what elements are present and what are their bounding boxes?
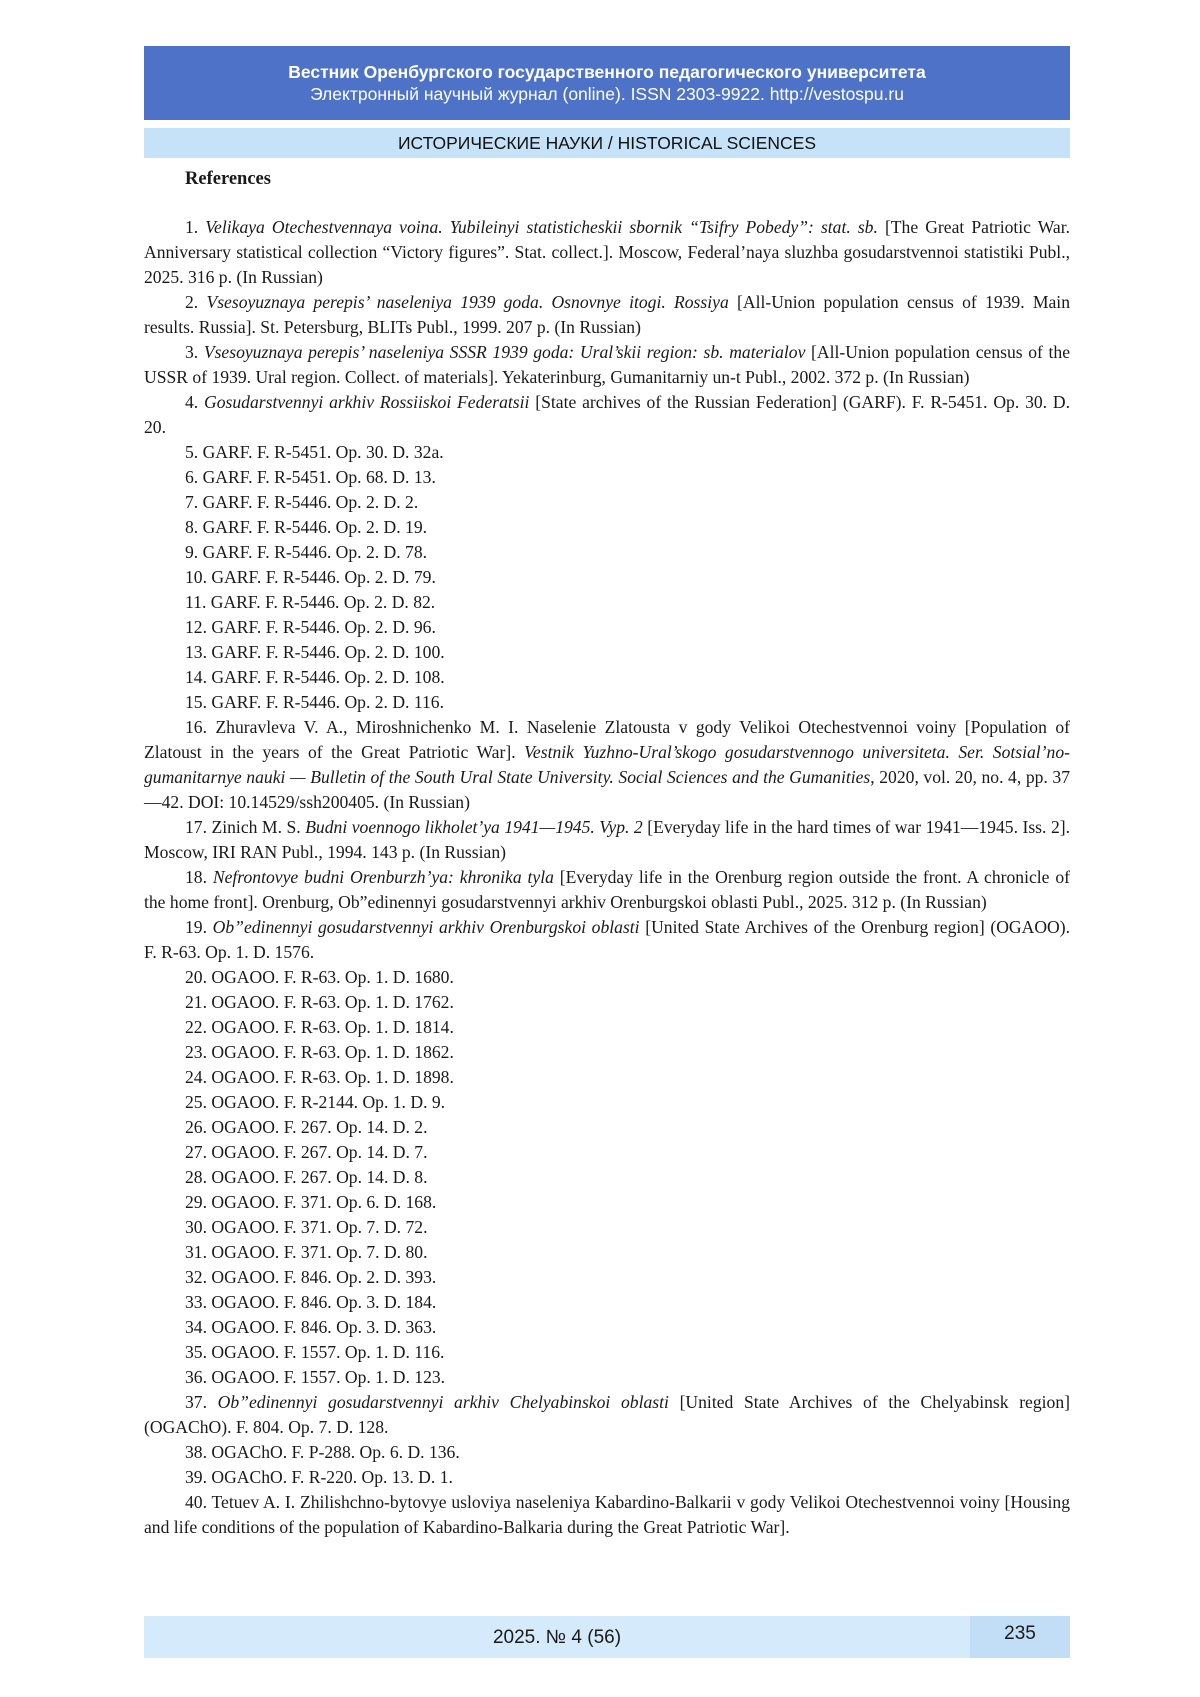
reference-title: Ob”edinennyi gosudarstvennyi arkhiv Orenburgskoi oblasti: [212, 917, 640, 937]
reference-text: GARF. F. R-5446. Op. 2. D. 82.: [210, 592, 436, 612]
reference-text: GARF. F. R-5446. Op. 2. D. 2.: [202, 492, 419, 512]
reference-number: 31.: [185, 1242, 212, 1262]
reference-number: 39.: [185, 1467, 212, 1487]
reference-text: OGAOO. F. 371. Op. 6. D. 168.: [211, 1192, 437, 1212]
reference-text: OGAOO. F. 846. Op. 2. D. 393.: [211, 1267, 437, 1287]
reference-item: [144, 1365, 1070, 1390]
reference-text: OGAOO. F. 267. Op. 14. D. 8.: [211, 1167, 428, 1187]
reference-title: Velikaya Otechestvennaya voina. Yubileinyi statisticheskii sbornik “Tsifry Pobedy”: stat. sb.: [205, 217, 878, 237]
reference-text: GARF. F. R-5446. Op. 2. D. 78.: [202, 542, 428, 562]
journal-header: [144, 46, 1070, 120]
reference-item: [144, 965, 1070, 990]
reference-item: [144, 665, 1070, 690]
reference-text: [United State Archives of the Orenburg region] (OGAOO). F. R-63. Op. 1. D. 1576.: [144, 917, 1071, 962]
reference-text: OGAOO. F. 267. Op. 14. D. 7.: [211, 1142, 428, 1162]
reference-item: [144, 540, 1070, 565]
reference-item: [144, 1015, 1070, 1040]
reference-number: 2.: [185, 292, 207, 312]
reference-item: [144, 465, 1070, 490]
reference-number: 9.: [185, 542, 203, 562]
reference-item: [144, 515, 1070, 540]
reference-item: [144, 1465, 1070, 1490]
reference-number: 40.: [185, 1492, 212, 1512]
reference-number: 11.: [185, 592, 211, 612]
reference-text: OGAChO. F. R-220. Op. 13. D. 1.: [211, 1467, 453, 1487]
reference-number: 28.: [185, 1167, 212, 1187]
reference-item: [144, 1265, 1070, 1290]
reference-item: [144, 390, 1070, 440]
reference-text: , 2020, vol. 20, no. 4, pp. 37—42. DOI: 10.14529/ssh200405. (In Russian): [144, 767, 1071, 812]
reference-number: 5.: [185, 442, 203, 462]
reference-text: OGAOO. F. R-63. Op. 1. D. 1680.: [211, 967, 454, 987]
reference-number: 19.: [185, 917, 213, 937]
reference-number: 8.: [185, 517, 203, 537]
reference-number: 33.: [185, 1292, 212, 1312]
reference-number: 37.: [185, 1392, 218, 1412]
reference-text: GARF. F. R-5451. Op. 30. D. 32a.: [202, 442, 444, 462]
reference-item: [144, 615, 1070, 640]
reference-number: 12.: [185, 617, 212, 637]
journal-title: Вестник Оренбургского государственного педагогического университета: [288, 62, 926, 82]
reference-item: [144, 1240, 1070, 1265]
reference-number: 29.: [185, 1192, 212, 1212]
reference-number: 13.: [185, 642, 212, 662]
reference-text: [All-Union population census of the USSR of 1939. Ural region. Collect. of materials]. Yekaterinburg, Gumanitarniy un-t Publ., 2002. 372 p. (In Russian): [144, 342, 1071, 387]
reference-text: GARF. F. R-5446. Op. 2. D. 19.: [202, 517, 428, 537]
reference-text: OGAOO. F. R-63. Op. 1. D. 1762.: [211, 992, 454, 1012]
reference-text: [All-Union population census of 1939. Main results. Russia]. St. Petersburg, BLITs Publ., 1999. 207 p. (In Russian): [144, 292, 1070, 337]
reference-number: 24.: [185, 1067, 212, 1087]
reference-item: [144, 1115, 1070, 1140]
reference-text: OGAOO. F. 846. Op. 3. D. 363.: [211, 1317, 437, 1337]
reference-text: OGAOO. F. R-2144. Op. 1. D. 9.: [211, 1092, 446, 1112]
reference-text: OGAOO. F. 1557. Op. 1. D. 123.: [211, 1367, 446, 1387]
reference-number: 22.: [185, 1017, 212, 1037]
reference-text: GARF. F. R-5446. Op. 2. D. 108.: [211, 667, 445, 687]
section-bar: ИСТОРИЧЕСКИЕ НАУКИ / HISTORICAL SCIENCES: [144, 128, 1070, 158]
reference-number: 27.: [185, 1142, 212, 1162]
reference-text: OGAOO. F. 371. Op. 7. D. 72.: [211, 1217, 428, 1237]
reference-text: OGAOO. F. R-63. Op. 1. D. 1898.: [211, 1067, 454, 1087]
reference-number: 38.: [185, 1442, 212, 1462]
reference-item: [144, 715, 1070, 815]
reference-item: [144, 1290, 1070, 1315]
reference-number: 1.: [185, 217, 206, 237]
reference-text: GARF. F. R-5446. Op. 2. D. 79.: [211, 567, 436, 587]
reference-item: [144, 1090, 1070, 1115]
reference-number: 14.: [185, 667, 212, 687]
reference-text: [State archives of the Russian Federation] (GARF). F. R-5451. Op. 30. D. 20.: [144, 392, 1071, 437]
reference-item: [144, 815, 1070, 865]
reference-number: 6.: [185, 467, 203, 487]
reference-text: GARF. F. R-5446. Op. 2. D. 100.: [211, 642, 445, 662]
reference-number: 30.: [185, 1217, 212, 1237]
reference-text: OGAOO. F. 846. Op. 3. D. 184.: [211, 1292, 437, 1312]
reference-number: 16.: [185, 717, 216, 737]
references-heading: References: [185, 169, 271, 189]
reference-item: [144, 1490, 1070, 1540]
reference-item: [144, 290, 1070, 340]
reference-item: [144, 1065, 1070, 1090]
reference-number: 7.: [185, 492, 203, 512]
reference-text: [The Great Patriotic War. Anniversary statistical collection “Victory figures”. Stat. collect.]. Moscow, Federal’naya sluzhba gosudarstvennoi statistiki Publ., 2025. 316 p. (In Russian): [144, 217, 1070, 287]
reference-number: 20.: [185, 967, 212, 987]
reference-number: 34.: [185, 1317, 212, 1337]
reference-title: Gosudarstvennyi arkhiv Rossiiskoi Federatsii: [204, 392, 530, 412]
reference-number: 23.: [185, 1042, 212, 1062]
reference-title: Vsesoyuznaya perepis’ naseleniya 1939 goda. Osnovnye itogi. Rossiya: [206, 292, 729, 312]
reference-item: [144, 1190, 1070, 1215]
reference-text: OGAOO. F. R-63. Op. 1. D. 1862.: [211, 1042, 454, 1062]
page-number: 235: [970, 1616, 1070, 1658]
reference-number: 25.: [185, 1092, 212, 1112]
reference-item: [144, 1390, 1070, 1440]
reference-item: [144, 915, 1070, 965]
reference-item: [144, 1315, 1070, 1340]
reference-number: 4.: [185, 392, 205, 412]
reference-text: Tetuev A. I. Zhilishchno-bytovye usloviya naseleniya Kabardino-Balkarii v gody Velikoi Otechestvennoi voiny [Housing and life conditions of the population of Kabardino-Balkaria during the Great Patriotic War].: [144, 1492, 1071, 1537]
reference-text: OGAOO. F. 371. Op. 7. D. 80.: [211, 1242, 428, 1262]
reference-item: [144, 1215, 1070, 1240]
reference-list: [144, 215, 1070, 1540]
reference-number: 36.: [185, 1367, 212, 1387]
reference-text: OGAOO. F. R-63. Op. 1. D. 1814.: [211, 1017, 454, 1037]
reference-text: [Everyday life in the hard times of war 1941—1945. Iss. 2]. Moscow, IRI RAN Publ., 1994. 143 p. (In Russian): [144, 817, 1070, 862]
reference-item: [144, 340, 1070, 390]
reference-item: [144, 215, 1070, 290]
reference-number: 3.: [185, 342, 204, 362]
reference-title: Vestnik Yuzhno-Ural’skogo gosudarstvennogo universiteta. Ser. Sotsial’no-gumanitarnye nauki — Bulletin of the South Ural State University. Social Sciences and the Gumanities: [144, 742, 1070, 787]
reference-text: [United State Archives of the Chelyabinsk region] (OGAChO). F. 804. Op. 7. D. 128.: [144, 1392, 1070, 1437]
reference-number: 21.: [185, 992, 212, 1012]
reference-number: 18.: [185, 867, 213, 887]
reference-item: [144, 1040, 1070, 1065]
journal-subtitle: Электронный научный журнал (online). ISSN 2303-9922. http://vestospu.ru: [310, 84, 904, 104]
reference-text: GARF. F. R-5451. Op. 68. D. 13.: [202, 467, 436, 487]
reference-number: 32.: [185, 1267, 212, 1287]
reference-item: [144, 1340, 1070, 1365]
reference-number: 26.: [185, 1117, 212, 1137]
footer-bar: [144, 1616, 1070, 1658]
reference-text: Zinich M. S.: [211, 817, 306, 837]
reference-number: 17.: [185, 817, 212, 837]
reference-item: [144, 865, 1070, 915]
reference-text: OGAOO. F. 267. Op. 14. D. 2.: [211, 1117, 428, 1137]
reference-item: [144, 690, 1070, 715]
reference-title: Vsesoyuznaya perepis’ naseleniya SSSR 1939 goda: Ural’skii region: sb. materialov: [203, 342, 806, 362]
reference-text: OGAChO. F. P-288. Op. 6. D. 136.: [211, 1442, 460, 1462]
reference-text: GARF. F. R-5446. Op. 2. D. 96.: [211, 617, 436, 637]
reference-item: [144, 1165, 1070, 1190]
reference-text: [Everyday life in the Orenburg region outside the front. A chronicle of the home front]. Orenburg, Ob”edinennyi gosudarstvennyi arkhiv Orenburgskoi oblasti Publ., 2025. 312 p. (In Russian): [144, 867, 1070, 912]
reference-number: 15.: [185, 692, 212, 712]
reference-text: GARF. F. R-5446. Op. 2. D. 116.: [211, 692, 444, 712]
reference-item: [144, 990, 1070, 1015]
reference-title: Ob”edinennyi gosudarstvennyi arkhiv Chelyabinskoi oblasti: [217, 1392, 669, 1412]
reference-title: Budni voennogo likholet’ya 1941—1945. Vyp. 2: [305, 817, 643, 837]
reference-text: Zhuravleva V. A., Miroshnichenko M. I. Naselenie Zlatousta v gody Velikoi Otechestvennoi voiny [Population of Zlatoust in the years of the Great Patriotic War].: [144, 717, 1070, 762]
reference-item: [144, 440, 1070, 465]
reference-number: 35.: [185, 1342, 212, 1362]
reference-item: [144, 640, 1070, 665]
reference-text: OGAOO. F. 1557. Op. 1. D. 116.: [211, 1342, 445, 1362]
reference-item: [144, 590, 1070, 615]
footer-issue: 2025. № 4 (56): [492, 1627, 622, 1648]
page-content: [144, 166, 1070, 1540]
reference-item: [144, 565, 1070, 590]
reference-number: 10.: [185, 567, 212, 587]
reference-item: [144, 1140, 1070, 1165]
reference-item: [144, 1440, 1070, 1465]
reference-title: Nefrontovye budni Orenburzh’ya: khronika tyla: [212, 867, 554, 887]
reference-item: [144, 490, 1070, 515]
